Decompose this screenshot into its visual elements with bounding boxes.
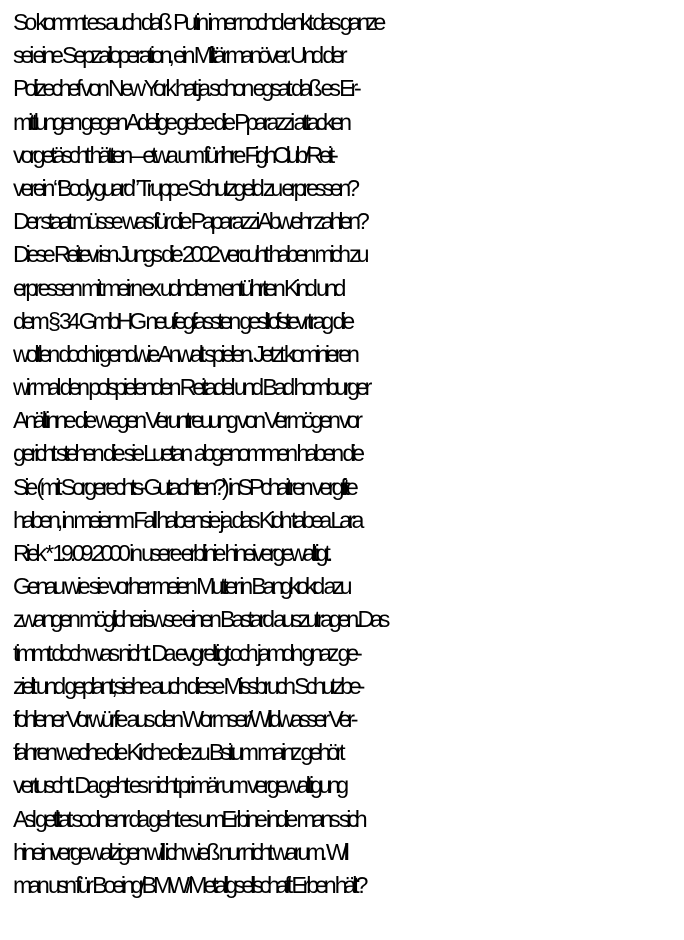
text-line: man usn für Boeing/BMW/Metallgsellschaft Erben hält? — [13, 871, 365, 898]
text-line: fahren weclhe die Kirche die zu Bsitum mainz gehört — [13, 739, 342, 766]
text-line: So kommt es auch daß Putin imer nochd enkt das ganze — [13, 9, 383, 35]
text-line: Sie (mit Sorgerechts-Gutachten?) inSPchaitren vergfite — [13, 473, 355, 500]
text-line: Diese Reitevrisn Jungs die 2002 vercuht haben mich zu — [13, 241, 366, 268]
text-line: fohlener Vorwürfe aus den Wormser/Wildwasser Ver- — [13, 705, 355, 732]
text-line: zielt und geplant,siehe auch diese Missbruch Schutzbe- — [13, 672, 362, 699]
text-line: vertuscht. Da geht es nicht primär um vergewaltigung — [13, 772, 345, 799]
text-line: wir mal den polspielenden Reitadel und Bad homburger — [13, 374, 369, 401]
text-line: Anältinne die wegen Veruntreuung von Vermögen vor — [13, 407, 359, 434]
text-line: sei eine Sepzailoperation, ein Miltärmanöver. Und der — [13, 42, 344, 69]
text-line: haben, in meienm Fall habensie ja das Kidn tabea Lara — [13, 506, 361, 533]
text-line: hineinvergewalzigen will ich wieß nur nicht warum. Wil — [13, 838, 346, 865]
text-line: mittlungen gegen Adelige gebe die Pparazzi attacken — [13, 108, 348, 135]
text-line: erpressen mit meirn ex udndem entührten Kind und — [13, 274, 343, 301]
text-line: Riek * 19.09.2000 in usere erblinie hineivergewaltigt. — [13, 540, 329, 566]
text-line: Genau wie sie vorher meien Mutter in Bangkokd azu — [13, 573, 349, 600]
text-line: dem § 34 GmbHG neufegfassten geslIcfstevrtrag die — [13, 307, 351, 334]
text-line: Asl getltat sodnenr da geht es umErbine indie mans sich — [13, 805, 364, 832]
text-line: vorgetäscht hätten – etwa um für ihre FighClub/Reit- — [13, 141, 335, 168]
text-line: timmt doch was nicht. Da evgreltigt och jamdn gnaz ge- — [13, 639, 359, 666]
text-line: Der staat müsse was für die Paparazzi Abwehr zahlen? — [13, 208, 366, 235]
text-line: woltlen doch irgendwie Anwalt spielen. Jetzt kominieren — [13, 340, 356, 367]
text-line: verein “Bodyguard” Truppe Schutzgeld zu erpressen? — [13, 174, 356, 201]
text-line: gericht stehen die sie Luetan abgenommen haben die — [13, 440, 361, 467]
text-line: zwangen möglicheriswse einen Bastard auszutragen.Das — [13, 606, 387, 633]
text-line: Polizechef von New York hat ja schon egsat daß es Er- — [13, 75, 358, 102]
body-text — [13, 6, 679, 902]
